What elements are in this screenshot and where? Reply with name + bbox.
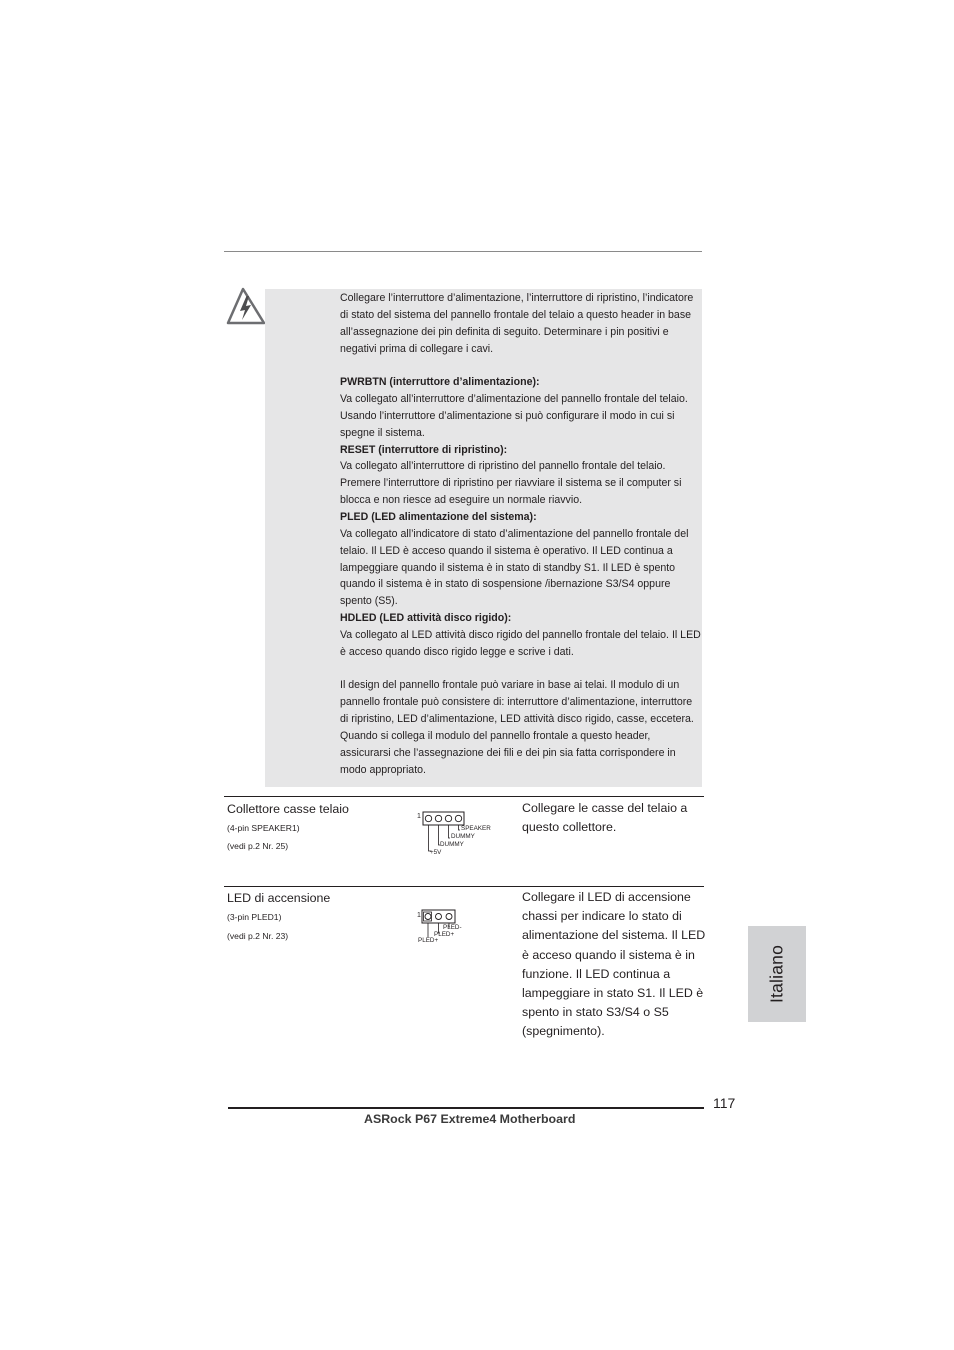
pled-pins: (3-pin PLED1)	[227, 912, 282, 922]
language-side-tab	[748, 926, 806, 1022]
reset-text: Va collegato all’interruttore di ripristino del pannello frontale del telaio. Premere l’interruttore di ripristino per riavviare il sistema se il computer si blocca e non riesce ad eseguire un normale riavvio.	[340, 460, 682, 507]
notice-text	[340, 290, 702, 778]
pled-title: LED di accensione	[227, 891, 331, 905]
hdled-heading: HDLED (LED attività disco rigido):	[340, 612, 512, 625]
notice-design-text: Il design del pannello frontale può variare in base ai telai. Il modulo di un pannello frontale può consistere di: interruttore d’alimentazione, interruttore di ripristino, LED d’alimentazione, LED attività disco rigido, casse, eccetera. Quando si collega il modulo del pannello frontale a questo header, assicurarsi che l’assegnazione dei fili e dei pin sia fatta corrispondere in modo appropriato.	[340, 679, 694, 776]
warning-lightning-icon	[226, 287, 266, 325]
speaker-pin1-label: 1	[417, 813, 421, 820]
notice-intro: Collegare l’interruttore d’alimentazione, l’interruttore di ripristino, l’indicatore di stato del sistema del pannello frontale del telaio a questo header in base all’assegnazione dei pin definita di seguito. Determinare i pin positivi e negativi prima di collegare i cavi.	[340, 292, 694, 355]
hdled-text: Va collegato al LED attività disco rigido del pannello frontale del telaio. Il LED è acceso quando disco rigido legge e scrive i dati.	[340, 628, 701, 658]
pled-label-plus-1: PLED+	[434, 931, 455, 938]
pled-text: Va collegato all’indicatore di stato d’alimentazione del pannello frontale del telaio. Il LED è acceso quando il sistema è operativo. Il LED continua a lampeggiare quando il sistema è in stato di standby S1. Il LED è spento quando il sistema è in stato di sospensione /ibernazione S3/S4 oppure spento (S5).	[340, 527, 689, 608]
speaker-section-rule	[224, 796, 704, 797]
speaker-label-dummy-1: DUMMY	[451, 833, 475, 840]
pled-heading: PLED (LED alimentazione del sistema):	[340, 510, 537, 523]
speaker-ref: (vedi p.2 Nr. 25)	[227, 841, 289, 851]
speaker-description: Collegare le casse del telaio a questo collettore.	[522, 801, 688, 835]
reset-heading: RESET (interruttore di ripristino):	[340, 443, 508, 456]
pled-label-minus: PLED-	[443, 924, 462, 931]
speaker-label-dummy-2: DUMMY	[440, 841, 464, 848]
speaker-pins: (4-pin SPEAKER1)	[227, 823, 300, 833]
pled-label-plus-2: PLED+	[418, 937, 439, 944]
language-side-tab-label: Italiano	[766, 944, 787, 1004]
pled-pin1-label: 1	[417, 912, 421, 919]
pwrbtn-heading: PWRBTN (interruttore d’alimentazione):	[340, 376, 540, 389]
pled-ref: (vedi p.2 Nr. 23)	[227, 931, 289, 941]
pwrbtn-text: Va collegato all’interruttore d’alimentazione del pannello frontale del telaio. Usando l’interruttore d’alimentazione si può configurare il modo in cui si spegne il sistema.	[340, 393, 688, 439]
pled-pin-diagram	[416, 907, 486, 947]
pled-section-rule	[224, 886, 704, 887]
footer-rule	[228, 1107, 704, 1109]
speaker-title: Collettore casse telaio	[227, 802, 349, 816]
speaker-pin-diagram	[416, 808, 516, 860]
pled-description: Collegare il LED di accensione chassi per indicare lo stato di alimentazione del sistema. Il LED è acceso quando il sistema è in funzione. Il LED continua a lampeggiare in stato S1. Il LED è spento in stato S3/S4 o S5 (spegnimento).	[522, 890, 706, 1039]
speaker-label-speaker: SPEAKER	[461, 825, 491, 832]
footer-product-name: ASRock P67 Extreme4 Motherboard	[364, 1112, 576, 1126]
header-rule	[224, 251, 702, 252]
speaker-label-5v: +5V	[430, 849, 442, 856]
page-number: 117	[713, 1095, 736, 1111]
